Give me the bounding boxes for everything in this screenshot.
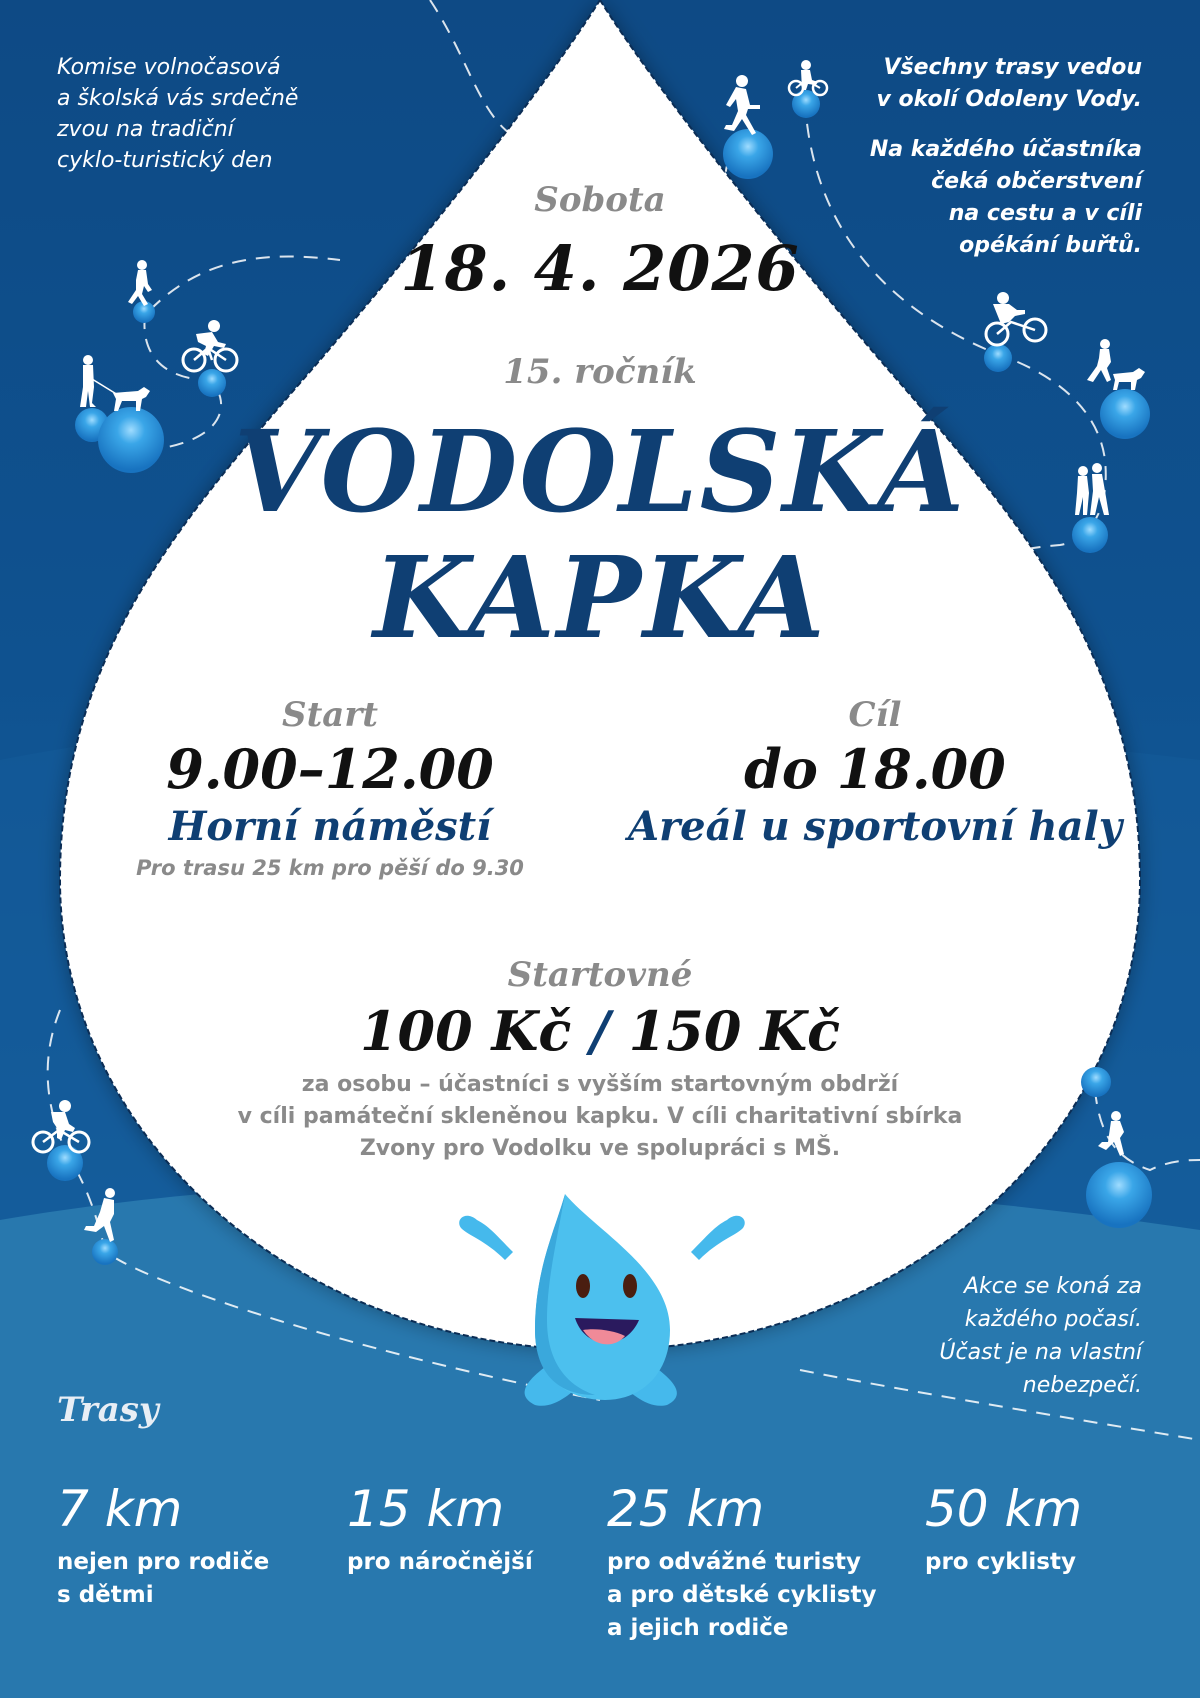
route-item (607, 1480, 907, 1645)
refresh-line: Na každého účastníka (869, 137, 1142, 162)
route-distance: 25 km (607, 1480, 765, 1538)
route-desc-line: a jejich rodiče (607, 1615, 789, 1641)
fee-desc-line: za osobu – účastníci s vyšším startovným obdrží (301, 1072, 899, 1097)
fee-description (0, 1069, 1200, 1165)
route-desc-line: a pro dětské cyklisty (607, 1582, 877, 1608)
route-desc-line: nejen pro rodiče (57, 1549, 270, 1575)
fee-prices (0, 999, 1200, 1063)
route-distance: 15 km (347, 1480, 505, 1538)
finish-time: do 18.00 (744, 737, 1006, 801)
route-item (925, 1480, 1165, 1579)
route-desc (347, 1546, 587, 1579)
title-line-2: KAPKA (373, 533, 827, 664)
refresh-line: čeká občerstvení (931, 169, 1142, 194)
finish-place: Areál u sportovní haly (628, 803, 1122, 850)
child-cyclist-icon (789, 60, 827, 95)
intro-line: Komise volnočasová (57, 55, 281, 80)
start-label: Start (282, 695, 378, 735)
fee-desc-line: v cíli památeční skleněnou kapku. V cíli charitativní sbírka (237, 1104, 963, 1129)
weather-note (939, 1270, 1142, 1402)
routes-line: Všechny trasy vedou (883, 55, 1142, 80)
refresh-line: na cestu a v cíli (948, 201, 1142, 226)
title-line-1: VODOLSKÁ (233, 407, 967, 538)
route-desc (607, 1546, 907, 1645)
weather-line: Akce se koná za (963, 1274, 1142, 1299)
fee-label: Startovné (507, 955, 693, 995)
routes-line: v okolí Odoleny Vody. (876, 87, 1142, 112)
event-title (0, 407, 1200, 664)
event-date: 18. 4. 2026 (400, 232, 800, 305)
route-desc (925, 1546, 1165, 1579)
route-desc (57, 1546, 317, 1612)
edition-label: 15. ročník (503, 352, 697, 392)
intro-line: cyklo-turistický den (57, 148, 273, 173)
day-label: Sobota (534, 180, 666, 220)
fee-price-high: 150 Kč (628, 999, 841, 1063)
route-distance: 50 km (925, 1480, 1083, 1538)
intro-text (57, 52, 298, 176)
refresh-line: opékání buřtů. (959, 233, 1142, 258)
route-distance: 7 km (57, 1480, 183, 1538)
fee-separator: / (590, 999, 610, 1063)
route-desc-line: pro cyklisty (925, 1549, 1076, 1575)
info-text (870, 52, 1142, 262)
start-note: Pro trasu 25 km pro pěší do 9.30 (136, 856, 524, 880)
weather-line: Účast je na vlastní (939, 1340, 1142, 1365)
start-place: Horní náměstí (168, 803, 492, 850)
routes-heading: Trasy (57, 1390, 159, 1430)
runner-icon (724, 75, 760, 135)
fee-block (0, 955, 1200, 1165)
fee-price-low: 100 Kč (359, 999, 572, 1063)
fee-desc-line: Zvony pro Vodolku ve spolupráci s MŠ. (359, 1136, 841, 1161)
route-desc-line: pro náročnější (347, 1549, 533, 1575)
start-time: 9.00–12.00 (166, 737, 494, 801)
weather-line: nebezpečí. (1022, 1373, 1142, 1398)
intro-line: a školská vás srdečně (57, 86, 299, 111)
intro-line: zvou na tradiční (57, 117, 234, 142)
route-item (347, 1480, 587, 1579)
route-desc-line: s dětmi (57, 1582, 154, 1608)
finish-block (610, 695, 1140, 850)
weather-line: každého počasí. (964, 1307, 1142, 1332)
route-item (57, 1480, 317, 1612)
finish-label: Cíl (848, 695, 902, 735)
start-block (110, 695, 550, 880)
route-desc-line: pro odvážné turisty (607, 1549, 862, 1575)
